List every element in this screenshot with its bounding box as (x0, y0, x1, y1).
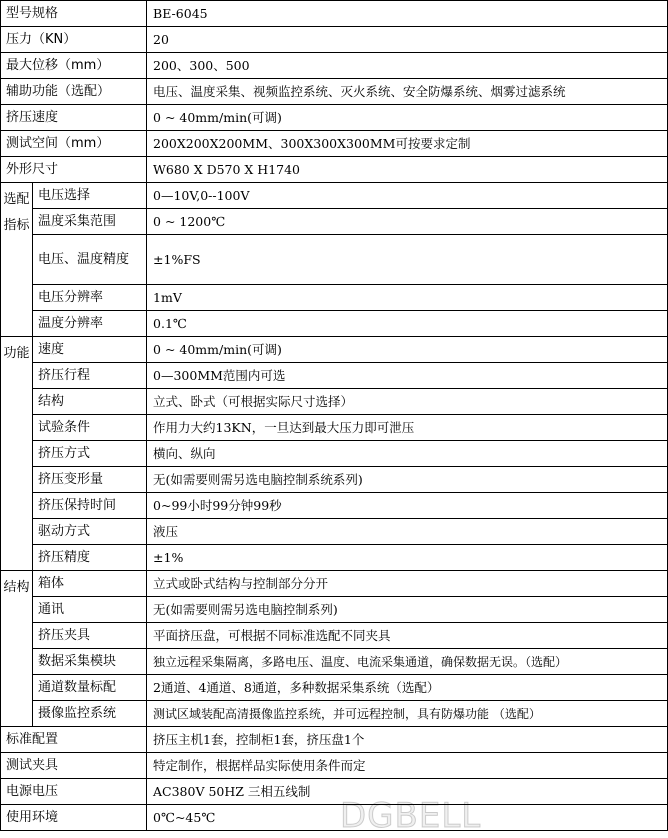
spec-row (1, 1, 668, 27)
spec-value: 0.1℃ (147, 311, 668, 337)
spec-row (1, 779, 668, 805)
spec-value: 无(如需要则需另选电脑控制系列) (147, 597, 668, 623)
spec-value: 2通道、4通道、8通道，多种数据采集系统（选配） (147, 675, 668, 701)
spec-row (1, 363, 668, 389)
spec-value: 立式、卧式（可根据实际尺寸选择） (147, 389, 668, 415)
spec-value: BE-6045 (147, 1, 668, 27)
spec-label: 电压、温度精度 (33, 235, 147, 285)
spec-value: 0~99小时99分钟99秒 (147, 493, 668, 519)
spec-value: 0℃~45℃ (147, 805, 668, 831)
group-structure-title: 结构 (1, 571, 33, 727)
spec-label: 辅助功能（选配） (1, 79, 147, 105)
spec-label: 挤压方式 (33, 441, 147, 467)
spec-row (1, 235, 668, 285)
spec-value: 1mV (147, 285, 668, 311)
spec-row (1, 389, 668, 415)
spec-value: 作用力大约13KN，一旦达到最大压力即可泄压 (147, 415, 668, 441)
group-options-title: 选配指标 (1, 183, 33, 337)
spec-row (1, 753, 668, 779)
spec-row (1, 337, 668, 363)
spec-value: W680 X D570 X H1740 (147, 157, 668, 183)
spec-row (1, 467, 668, 493)
spec-label: 使用环境 (1, 805, 147, 831)
spec-value: 独立远程采集隔离，多路电压、温度、电流采集通道，确保数据无误。（选配） (147, 649, 668, 675)
spec-label: 驱动方式 (33, 519, 147, 545)
spec-value: 挤压主机1套，控制柜1套，挤压盘1个 (147, 727, 668, 753)
spec-label: 速度 (33, 337, 147, 363)
spec-row (1, 27, 668, 53)
spec-row (1, 545, 668, 571)
spec-row (1, 209, 668, 235)
spec-row (1, 571, 668, 597)
spec-row (1, 131, 668, 157)
spec-label: 电源电压 (1, 779, 147, 805)
spec-row (1, 701, 668, 727)
spec-label: 挤压变形量 (33, 467, 147, 493)
spec-value: 横向、纵向 (147, 441, 668, 467)
spec-row (1, 53, 668, 79)
spec-value: ±1% (147, 545, 668, 571)
spec-value: 电压、温度采集、视频监控系统、灭火系统、安全防爆系统、烟雾过滤系统 (147, 79, 668, 105)
spec-label: 挤压夹具 (33, 623, 147, 649)
spec-row (1, 649, 668, 675)
spec-label: 摄像监控系统 (33, 701, 147, 727)
spec-label: 压力（KN） (1, 27, 147, 53)
spec-row (1, 79, 668, 105)
spec-row (1, 311, 668, 337)
spec-label: 电压分辨率 (33, 285, 147, 311)
spec-row (1, 183, 668, 209)
spec-label: 最大位移（mm） (1, 53, 147, 79)
spec-value: 0 ~ 40mm/min(可调) (147, 105, 668, 131)
spec-label: 测试空间（mm） (1, 131, 147, 157)
spec-value: 0 ~ 1200℃ (147, 209, 668, 235)
spec-label: 数据采集模块 (33, 649, 147, 675)
spec-value: 液压 (147, 519, 668, 545)
spec-row (1, 675, 668, 701)
spec-label: 箱体 (33, 571, 147, 597)
spec-row (1, 493, 668, 519)
spec-label: 结构 (33, 389, 147, 415)
spec-value: AC380V 50HZ 三相五线制 (147, 779, 668, 805)
spec-label: 型号规格 (1, 1, 147, 27)
spec-label: 电压选择 (33, 183, 147, 209)
spec-row (1, 597, 668, 623)
spec-label: 挤压精度 (33, 545, 147, 571)
spec-value: 立式或卧式结构与控制部分分开 (147, 571, 668, 597)
spec-value: 200、300、500 (147, 53, 668, 79)
spec-value: 0—10V,0--100V (147, 183, 668, 209)
spec-value: 特定制作，根据样品实际使用条件而定 (147, 753, 668, 779)
spec-value: 0 ~ 40mm/min(可调) (147, 337, 668, 363)
spec-value: 无(如需要则需另选电脑控制系统系列) (147, 467, 668, 493)
spec-row (1, 805, 668, 831)
spec-row (1, 415, 668, 441)
spec-value: 平面挤压盘，可根据不同标准选配不同夹具 (147, 623, 668, 649)
spec-value: 20 (147, 27, 668, 53)
spec-row (1, 105, 668, 131)
spec-label: 标准配置 (1, 727, 147, 753)
spec-row (1, 623, 668, 649)
spec-label: 挤压速度 (1, 105, 147, 131)
spec-label: 试验条件 (33, 415, 147, 441)
spec-label: 通讯 (33, 597, 147, 623)
spec-label: 外形尺寸 (1, 157, 147, 183)
spec-value: 200X200X200MM、300X300X300MM可按要求定制 (147, 131, 668, 157)
spec-value: 0—300MM范围内可选 (147, 363, 668, 389)
spec-label: 挤压行程 (33, 363, 147, 389)
spec-row (1, 519, 668, 545)
spec-row (1, 157, 668, 183)
spec-label: 测试夹具 (1, 753, 147, 779)
spec-label: 通道数量标配 (33, 675, 147, 701)
spec-label: 挤压保持时间 (33, 493, 147, 519)
spec-label: 温度分辨率 (33, 311, 147, 337)
spec-label: 温度采集范围 (33, 209, 147, 235)
spec-value: 测试区域装配高清摄像监控系统，并可远程控制，具有防爆功能 （选配） (147, 701, 668, 727)
watermark: DGBELL (340, 796, 482, 836)
group-function-title: 功能 (1, 337, 33, 571)
spec-row (1, 285, 668, 311)
spec-row (1, 441, 668, 467)
spec-row (1, 727, 668, 753)
spec-value: ±1%FS (147, 235, 668, 285)
